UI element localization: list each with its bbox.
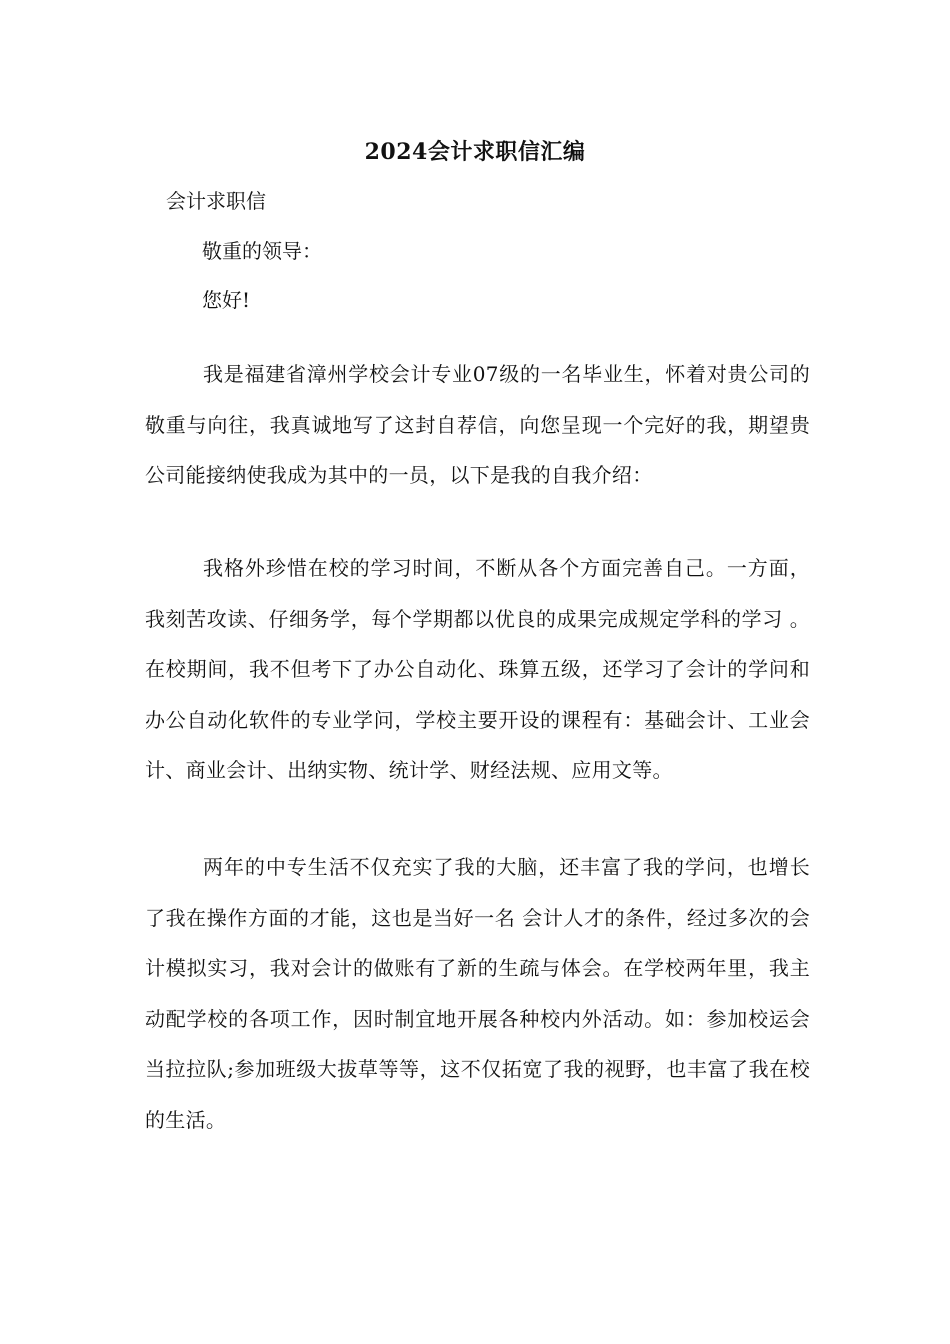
document-title: 2024会计求职信汇编 [364, 139, 586, 165]
paragraph-introduction: 我是福建省漳州学校会计专业07级的一名毕业生，怀着对贵公司的敬重与向往，我真诚地写了这封自荐信，向您呈现一个完好的我，期望贵公司能接纳使我成为其中的一员，以下是我的自我介绍： [145, 362, 810, 487]
letter-greeting: 您好! [202, 288, 251, 312]
document-subtitle: 会计求职信 [166, 189, 266, 213]
letter-salutation: 敬重的领导： [202, 239, 322, 263]
paragraph-studies: 我格外珍惜在校的学习时间，不断从各个方面完善自己。一方面，我刻苦攻读、仔细务学，每个学期都以优良的成果完成规定学科的学习 。在校期间，我不但考下了办公自动化、珠算五级，还学习了会计的学问和办公自动化软件的专业学问，学校主要开设的课程有：基础会计、工业会计、商业会计、出纳实物、统计学、财经法规、应用文等。 [145, 556, 810, 782]
paragraph-school-life: 两年的中专生活不仅充实了我的大脑，还丰富了我的学问，也增长了我在操作方面的才能，这也是当好一名 会计人才的条件，经过多次的会计模拟实习，我对会计的做账有了新的生疏与体会。在学校两年里，我主动配学校的各项工作，因时制宜地开展各种校内外活动。如：参加校运会当拉拉队;参加班级大拔草等等，这不仅拓宽了我的视野，也丰富了我在校的生活。 [145, 855, 810, 1132]
